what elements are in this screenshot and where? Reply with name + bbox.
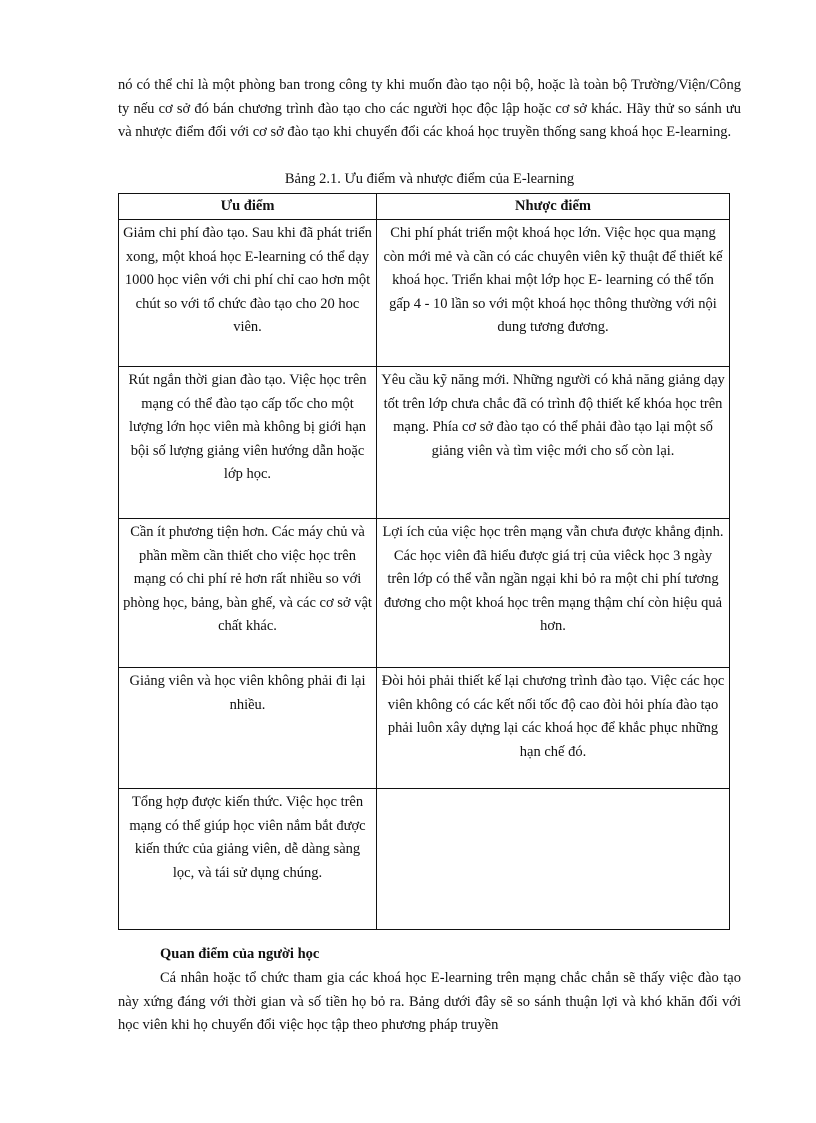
advantage-cell: Giảm chi phí đào tạo. Sau khi đã phát triển xong, một khoá học E-learning có thể dạy 1000 học viên với chi phí chỉ cao hơn một chút so với tổ chức đào tạo cho 20 hoc viên. bbox=[119, 220, 377, 367]
advantage-cell: Rút ngắn thời gian đào tạo. Việc học trên mạng có thể đào tạo cấp tốc cho một lượng lớn học viên mà không bị giới hạn bội số lượng giảng viên hướng dẫn hoặc lớp học. bbox=[119, 367, 377, 519]
disadvantage-cell: Chi phí phát triển một khoá học lớn. Việc học qua mạng còn mới mẻ và cần có các chuyên viên kỹ thuật để thiết kế khoá học. Triển khai một lớp học E- learning có thể tốn gấp 4 - 10 lần so với một khoá học thông thường với nội dung tương đương. bbox=[377, 220, 730, 367]
disadvantage-cell: Lợi ích của việc học trên mạng vẫn chưa được khẳng định. Các học viên đã hiểu được giá trị của viêck học 3 ngày trên lớp có thể vẫn ngần ngại khi bỏ ra một chi phí tương đương cho một khoá học trên mạng thậm chí còn hiệu quả hơn. bbox=[377, 519, 730, 668]
disadvantage-cell: Đòi hỏi phải thiết kế lại chương trình đào tạo. Việc các học viên không có các kết nối tốc độ cao đòi hỏi phía đào tạo phải luôn xây dựng lại các khoá học để khắc phục những hạn chế đó. bbox=[377, 668, 730, 789]
pros-cons-table bbox=[118, 193, 730, 930]
advantage-cell: Giảng viên và học viên không phải đi lại nhiều. bbox=[119, 668, 377, 789]
table-row bbox=[119, 519, 730, 668]
header-disadvantages: Nhược điểm bbox=[377, 194, 730, 220]
intro-paragraph: nó có thể chỉ là một phòng ban trong công ty khi muốn đào tạo nội bộ, hoặc là toàn bộ Trường/Viện/Công ty nếu cơ sở đó bán chương trình đào tạo cho các người học độc lập hoặc cơ sở khác. Hãy thử so sánh ưu và nhược điểm đối với cơ sở đào tạo khi chuyển đổi các khoá học truyền thống sang khoá học E-learning. bbox=[118, 77, 741, 140]
closing-paragraph: Cá nhân hoặc tổ chức tham gia các khoá học E-learning trên mạng chắc chắn sẽ thấy việc đào tạo này xứng đáng với thời gian và số tiền họ bỏ ra. Bảng dưới đây sẽ so sánh thuận lợi và khó khăn đối với học viên khi họ chuyển đổi việc học tập theo phương pháp truyền bbox=[118, 970, 741, 1033]
table-row bbox=[119, 367, 730, 519]
header-advantages: Ưu điểm bbox=[119, 194, 377, 220]
disadvantage-cell: Yêu cầu kỹ năng mới. Những người có khả năng giảng dạy tốt trên lớp chưa chắc đã có trình độ thiết kế khóa học trên mạng. Phía cơ sở đào tạo có thể phải đào tạo lại một số giảng viên và tìm việc mới cho số còn lại. bbox=[377, 367, 730, 519]
table-caption: Bảng 2.1. Ưu điểm và nhược điểm của E-learning bbox=[284, 171, 575, 187]
advantage-cell: Tổng hợp được kiến thức. Việc học trên mạng có thể giúp học viên nắm bắt được kiến thức của giảng viên, dễ dàng sàng lọc, và tái sử dụng chúng. bbox=[119, 789, 377, 930]
table-row bbox=[119, 668, 730, 789]
advantage-cell: Cần ít phương tiện hơn. Các máy chủ và phần mềm cần thiết cho việc học trên mạng có chi phí rẻ hơn rất nhiều so với phòng học, bảng, bàn ghế, và các cơ sở vật chất khác. bbox=[119, 519, 377, 668]
table-row bbox=[119, 220, 730, 367]
disadvantage-cell-empty bbox=[377, 789, 730, 930]
table-row bbox=[119, 789, 730, 930]
section-heading: Quan điểm của người học bbox=[160, 946, 320, 962]
table-header-row bbox=[119, 194, 730, 220]
